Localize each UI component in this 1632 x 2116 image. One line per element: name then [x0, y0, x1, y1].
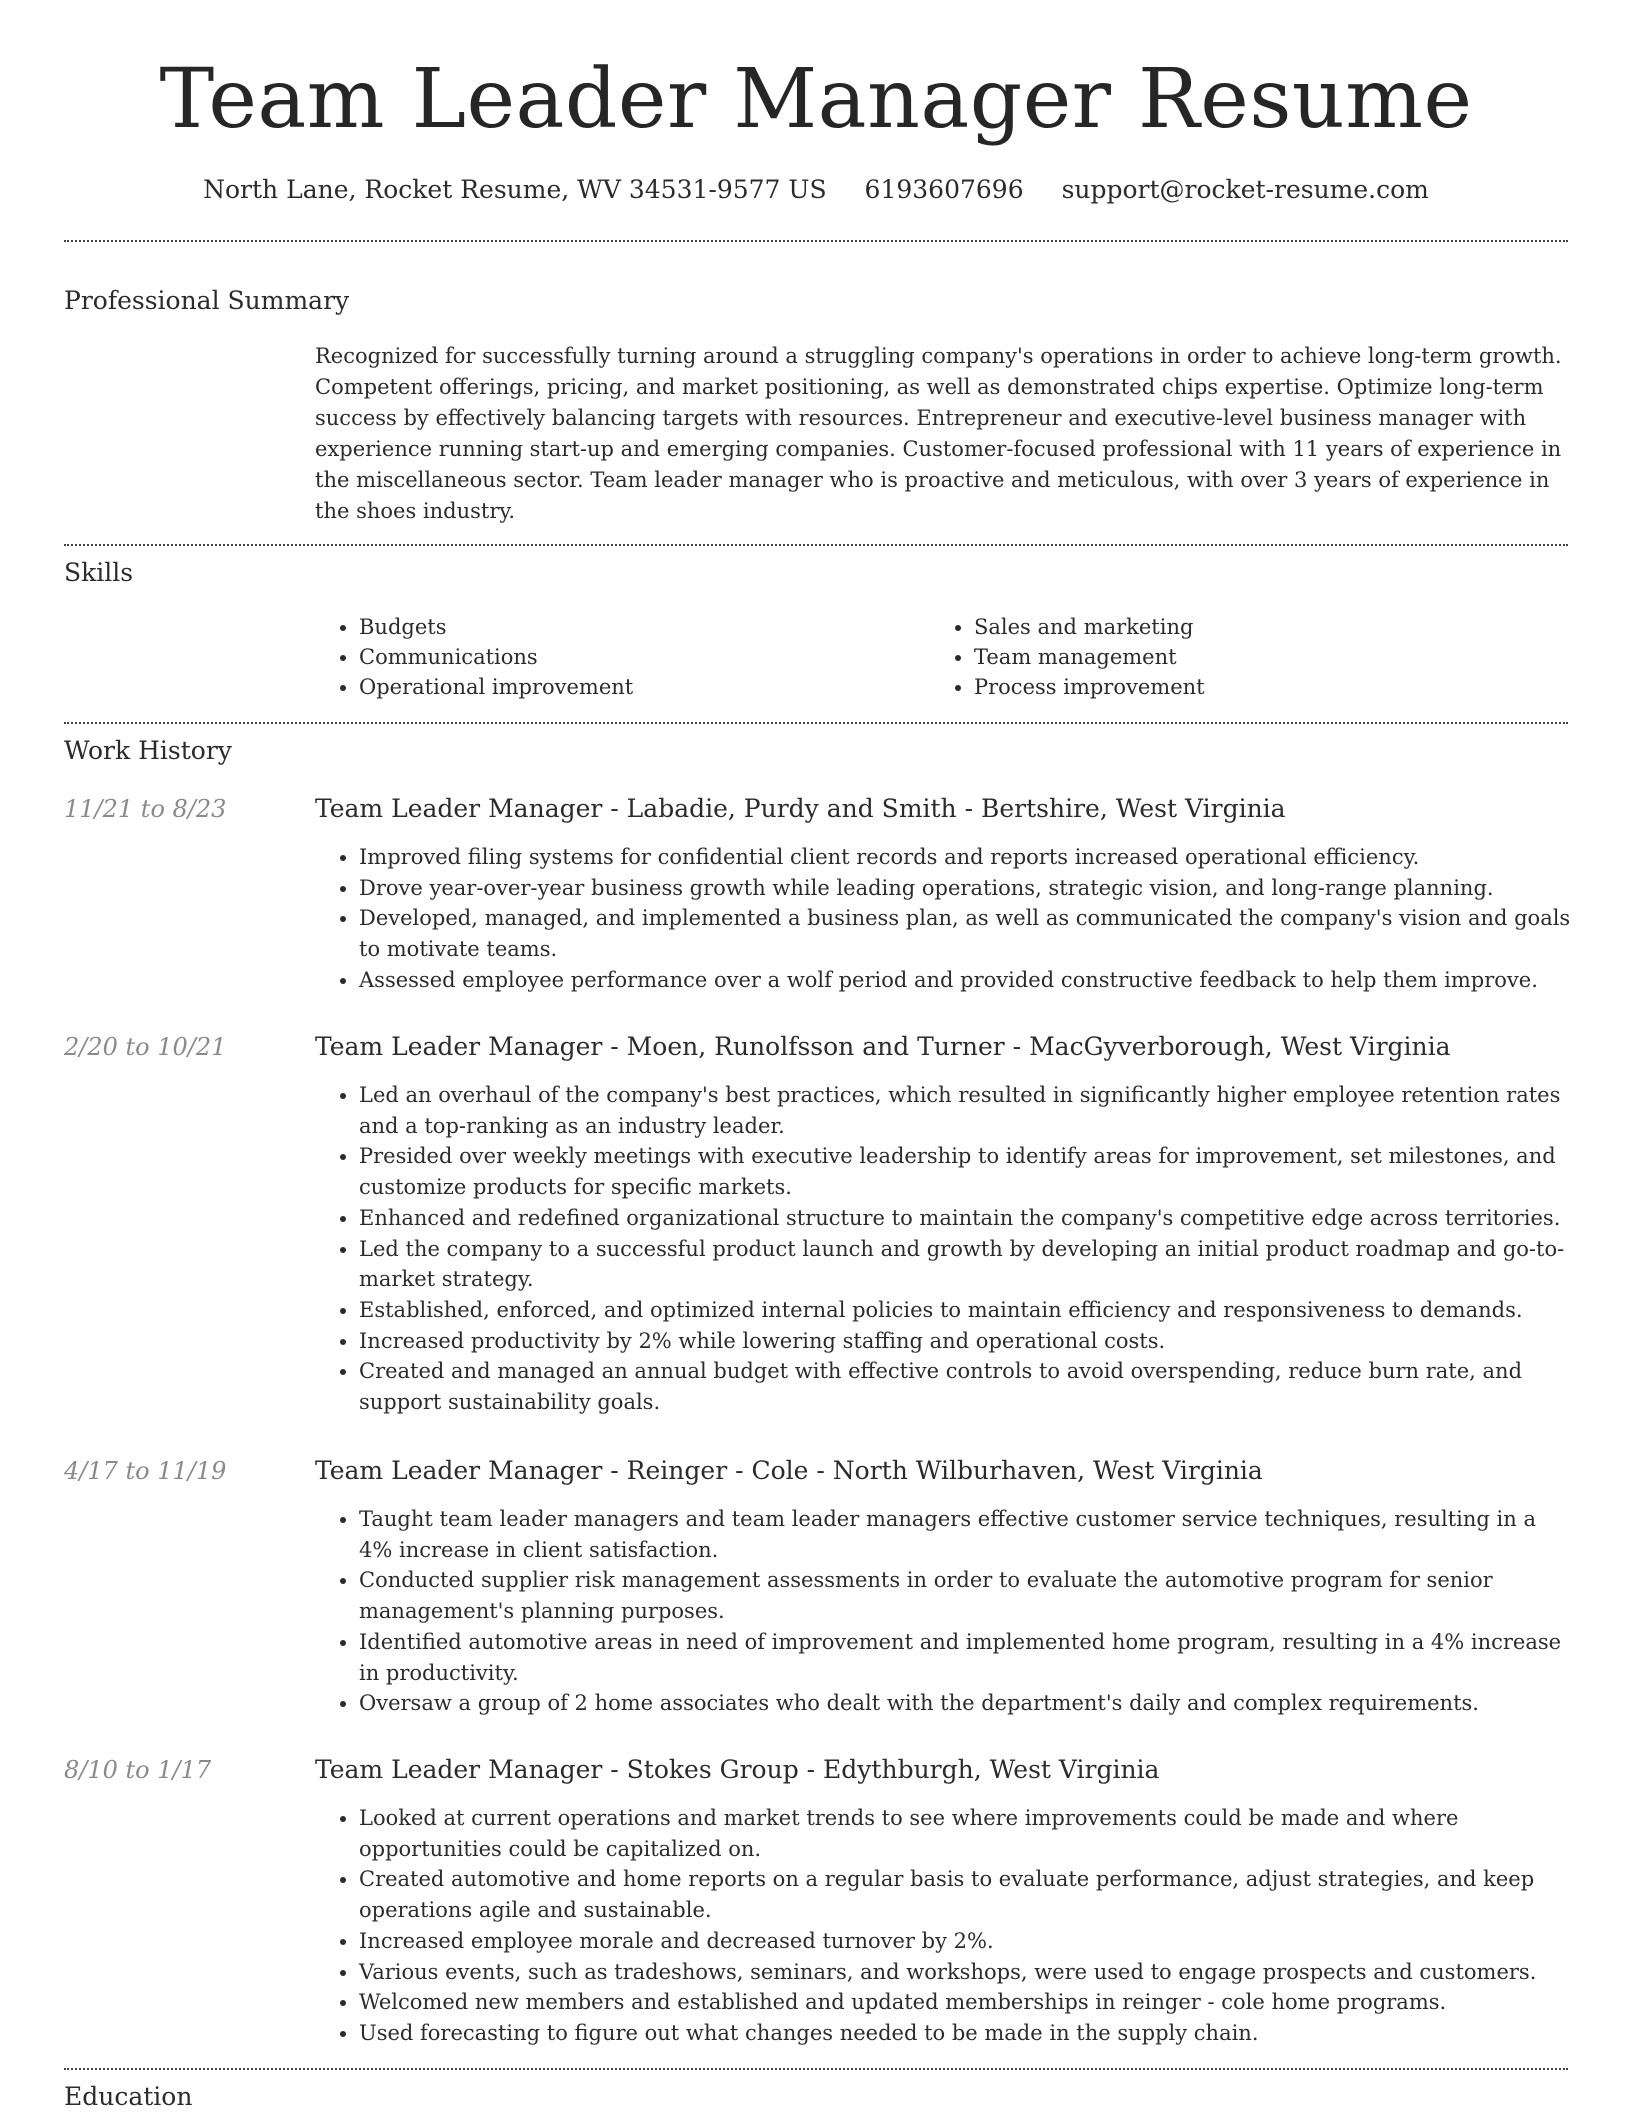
job-bullet: • Established, enforced, and optimized internal policies to maintain efficiency and responsiveness to demands. — [359, 1295, 1575, 1326]
divider — [64, 722, 1568, 724]
job-bullets — [315, 1080, 1575, 1418]
job-bullet: • Created automotive and home reports on a regular basis to evaluate performance, adjust strategies, and keep operations agile and sustainable. — [359, 1864, 1575, 1925]
job-bullet: • Drove year-over-year business growth while leading operations, strategic vision, and long-range planning. — [359, 873, 1575, 904]
job-dates: 4/17 to 11/19 — [64, 1457, 227, 1485]
divider — [64, 2068, 1568, 2070]
contact-line — [0, 170, 1632, 210]
skill-item: • Team management — [974, 642, 1574, 672]
job-bullet: • Presided over weekly meetings with executive leadership to identify areas for improvement, set milestones, and customize products for specific markets. — [359, 1141, 1575, 1202]
job-title: Team Leader Manager - Stokes Group - Edythburgh, West Virginia — [315, 1755, 1160, 1784]
job-bullet: • Welcomed new members and established and updated memberships in reinger - cole home programs. — [359, 1987, 1575, 2018]
skill-item: • Budgets — [359, 612, 959, 642]
job-bullets — [315, 1504, 1575, 1719]
divider — [64, 240, 1568, 242]
job-bullet: • Increased productivity by 2% while lowering staffing and operational costs. — [359, 1326, 1575, 1357]
job-bullet: • Led the company to a successful product launch and growth by developing an initial product roadmap and go-to-market strategy. — [359, 1234, 1575, 1295]
section-title-education: Education — [64, 2082, 193, 2111]
job-title: Team Leader Manager - Reinger - Cole - North Wilburhaven, West Virginia — [315, 1456, 1263, 1485]
job-dates: 11/21 to 8/23 — [64, 795, 227, 823]
job-bullets — [315, 842, 1575, 996]
job-bullet: • Increased employee morale and decreased turnover by 2%. — [359, 1926, 1575, 1957]
job-bullet: • Enhanced and redefined organizational structure to maintain the company's competitive edge across territories. — [359, 1203, 1575, 1234]
contact-phone: 6193607696 — [864, 175, 1024, 204]
divider — [64, 544, 1568, 546]
section-title-work-history: Work History — [64, 736, 232, 765]
job-title: Team Leader Manager - Moen, Runolfsson and Turner - MacGyverborough, West Virginia — [315, 1032, 1451, 1061]
section-title-summary: Professional Summary — [64, 286, 350, 315]
skill-item: • Sales and marketing — [974, 612, 1574, 642]
job-bullet: • Identified automotive areas in need of improvement and implemented home program, resulting in a 4% increase in productivity. — [359, 1627, 1575, 1688]
job-bullet: • Conducted supplier risk management assessments in order to evaluate the automotive program for senior management's planning purposes. — [359, 1565, 1575, 1626]
job-bullet: • Assessed employee performance over a wolf period and provided constructive feedback to help them improve. — [359, 965, 1575, 996]
summary-text: Recognized for successfully turning around a struggling company's operations in order to achieve long-term growth. Competent offerings, pricing, and market positioning, as well as demonstrated chips expertise. Optimize long-term success by effectively balancing targets with resources. Entrepreneur and executive-level business manager with experience running start-up and emerging companies. Customer-focused professional with 11 years of experience in the miscellaneous sector. Team leader manager who is proactive and meticulous, with over 3 years of experience in the shoes industry. — [315, 344, 1562, 523]
resume-title: Team Leader Manager Resume — [159, 52, 1473, 147]
job-bullet: • Led an overhaul of the company's best practices, which resulted in significantly higher employee retention rates and a top-ranking as an industry leader. — [359, 1080, 1575, 1141]
job-bullet: • Used forecasting to figure out what changes needed to be made in the supply chain. — [359, 2018, 1575, 2049]
contact-email: support@rocket-resume.com — [1061, 175, 1429, 204]
job-bullet: • Looked at current operations and market trends to see where improvements could be made and where opportunities could be capitalized on. — [359, 1803, 1575, 1864]
job-bullet: • Taught team leader managers and team leader managers effective customer service techniques, resulting in a 4% increase in client satisfaction. — [359, 1504, 1575, 1565]
skill-item: • Process improvement — [974, 672, 1574, 702]
job-dates: 8/10 to 1/17 — [64, 1756, 212, 1784]
skill-item: • Communications — [359, 642, 959, 672]
job-bullet: • Improved filing systems for confidential client records and reports increased operational efficiency. — [359, 842, 1575, 873]
job-bullets — [315, 1803, 1575, 2049]
job-bullet: • Various events, such as tradeshows, seminars, and workshops, were used to engage prospects and customers. — [359, 1957, 1575, 1988]
contact-address: North Lane, Rocket Resume, WV 34531-9577 US — [203, 175, 827, 204]
skills-list-left — [315, 612, 959, 702]
skills-list-right — [930, 612, 1574, 702]
section-title-skills: Skills — [64, 558, 134, 587]
skill-item: • Operational improvement — [359, 672, 959, 702]
job-bullet: • Developed, managed, and implemented a business plan, as well as communicated the company's vision and goals to motivate teams. — [359, 903, 1575, 964]
job-bullet: • Created and managed an annual budget with effective controls to avoid overspending, reduce burn rate, and support sustainability goals. — [359, 1356, 1575, 1417]
job-title: Team Leader Manager - Labadie, Purdy and Smith - Bertshire, West Virginia — [315, 794, 1286, 823]
job-bullet: • Oversaw a group of 2 home associates who dealt with the department's daily and complex requirements. — [359, 1688, 1575, 1719]
job-dates: 2/20 to 10/21 — [64, 1033, 227, 1061]
